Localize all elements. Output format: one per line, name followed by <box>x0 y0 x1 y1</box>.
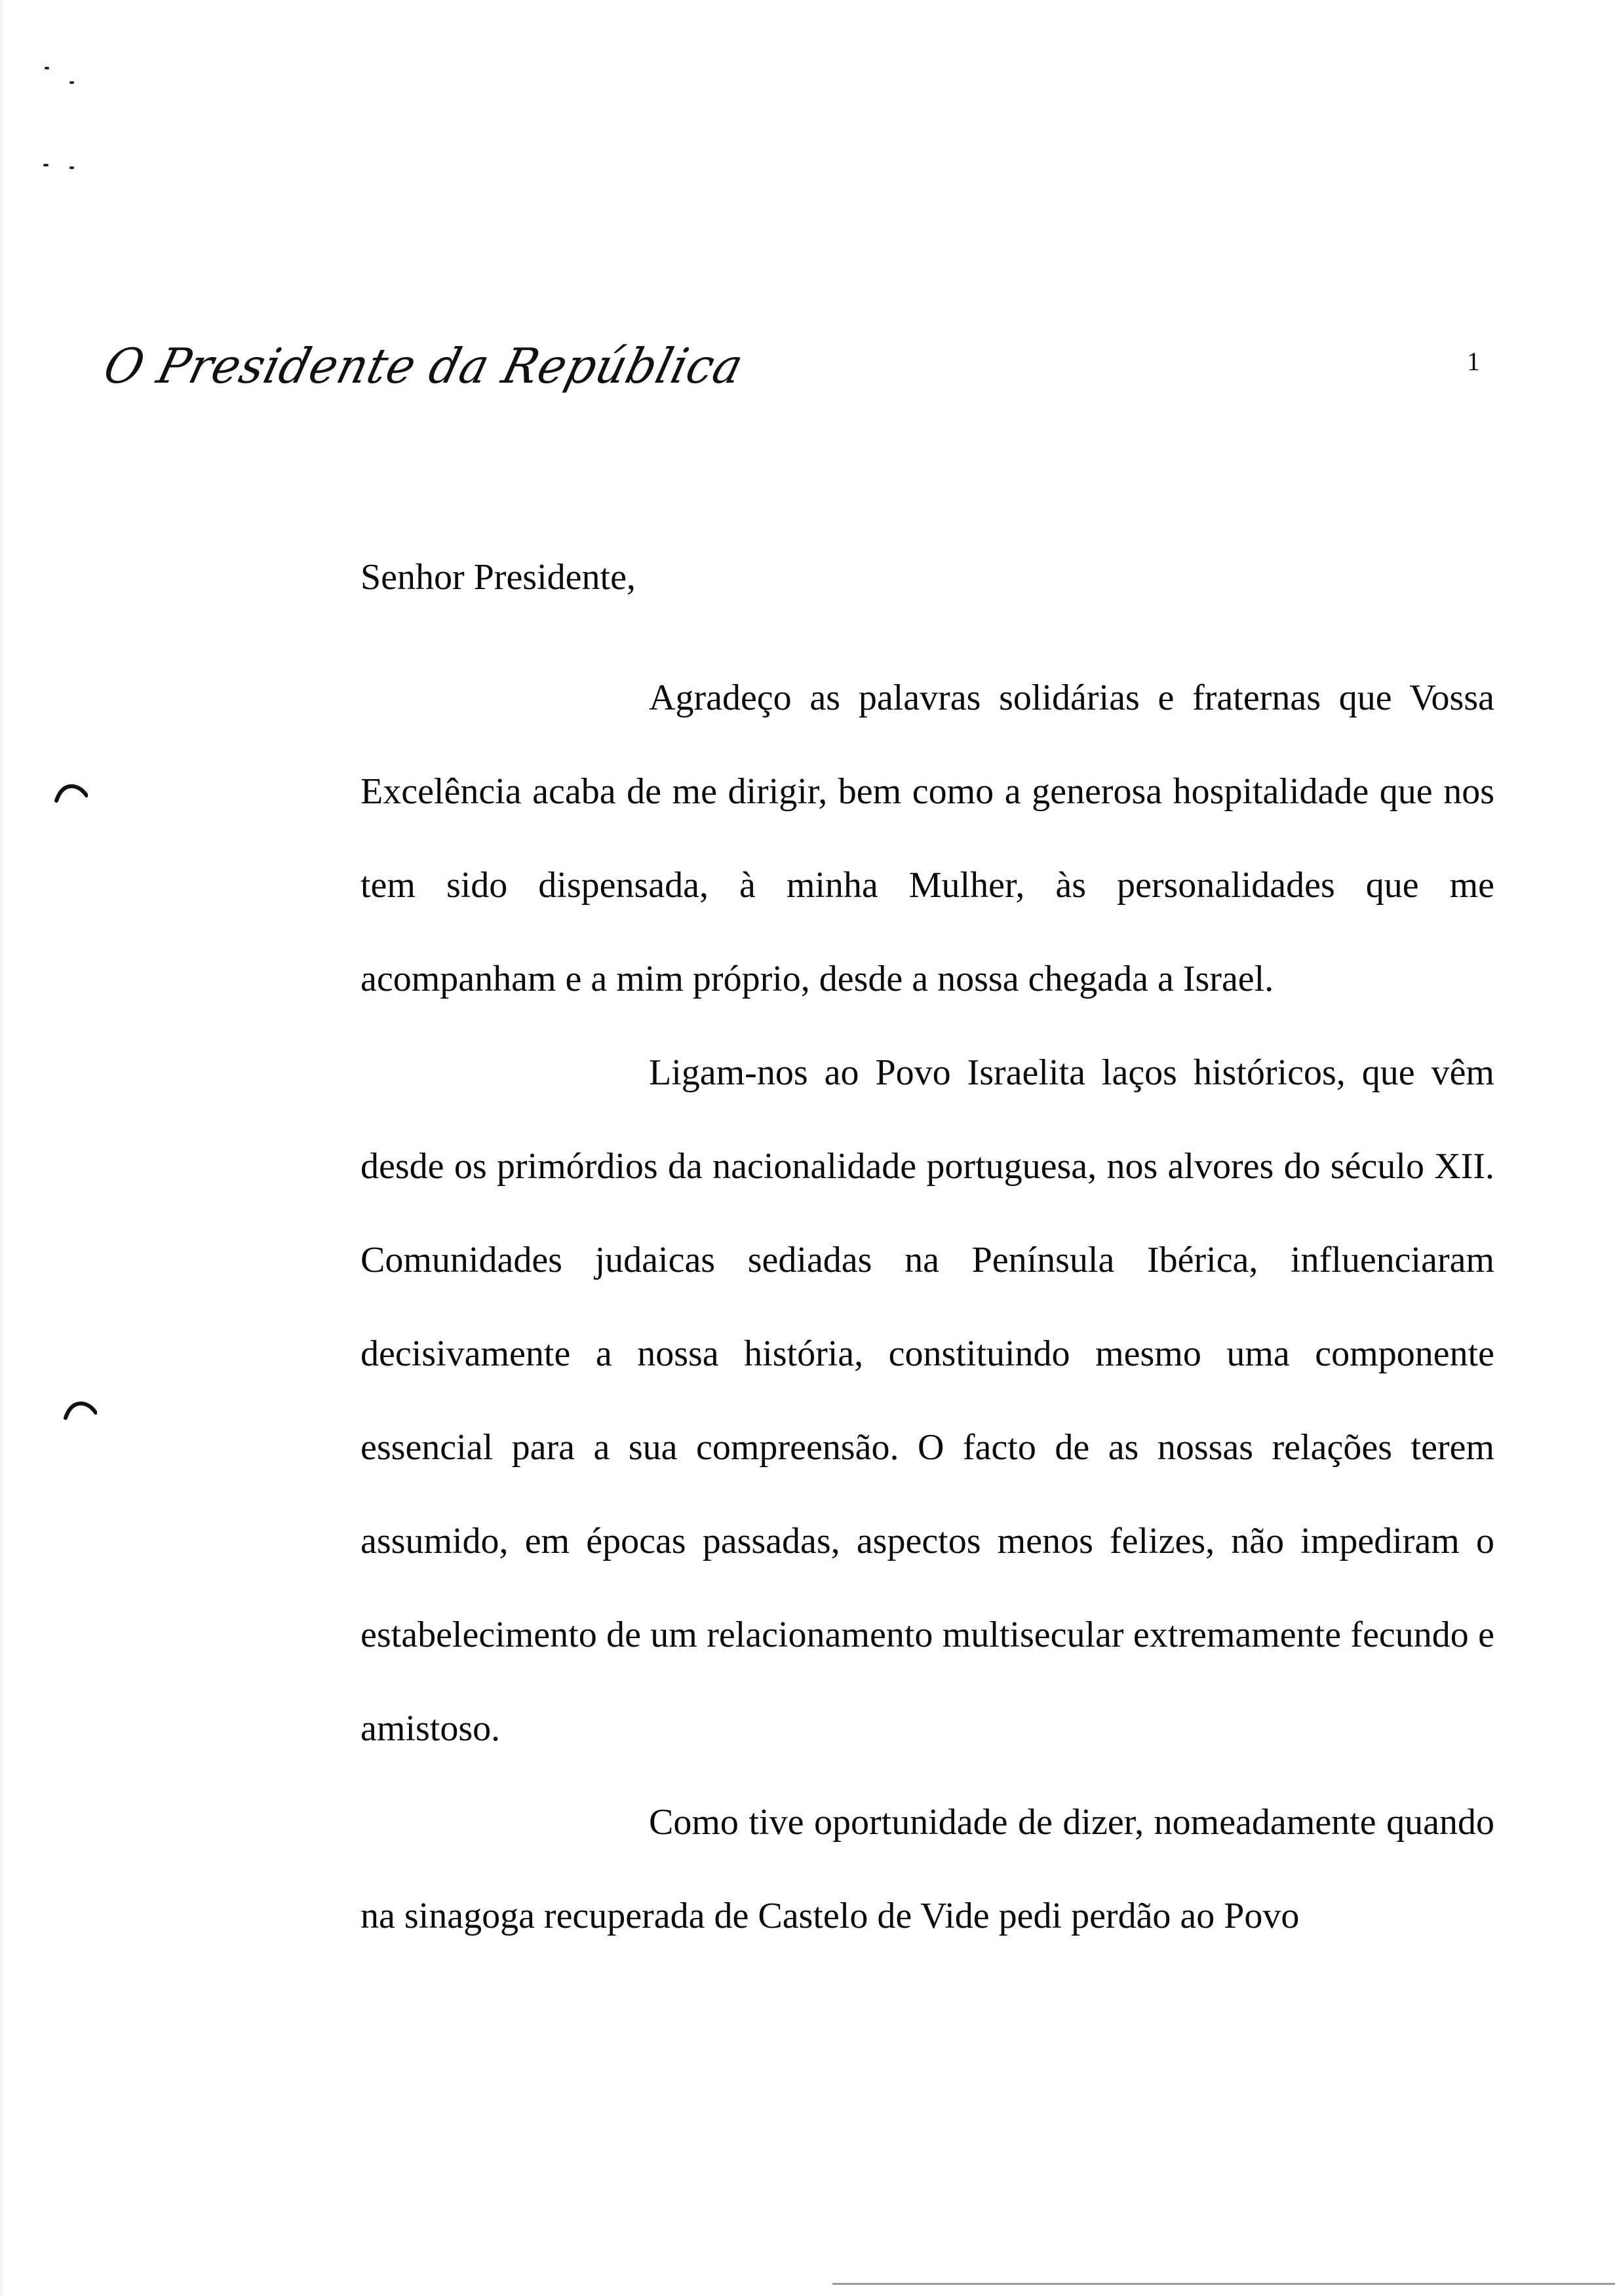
scan-speck <box>43 164 49 166</box>
paragraph: Como tive oportunidade de dizer, nomeadamente quando na sinagoga recuperada de Castelo de Vide pedi perdão ao Povo <box>360 1802 1494 1936</box>
bottom-scan-line <box>832 2283 1615 2285</box>
page-number: 1 <box>1467 347 1480 376</box>
letterhead <box>98 337 749 426</box>
paragraph: Agradeço as palavras solidárias e fraternas que Vossa Excelência acaba de me dirigir, bem como a generosa hospitalidade que nos tem sido dispensada, à minha Mulher, às personalidades que me acompanham e a mim próprio, desde a nossa chegada a Israel. <box>360 678 1494 999</box>
punch-hole-mark <box>54 780 88 806</box>
letterhead-title: O Presidente da República <box>98 337 749 394</box>
salutation: Senhor Presidente, <box>360 557 636 598</box>
scan-speck <box>69 166 74 169</box>
letter-body <box>360 557 1494 1963</box>
punch-hole-mark <box>63 1396 97 1422</box>
scan-speck <box>45 67 49 69</box>
scan-edge <box>0 0 3 2296</box>
scan-speck <box>69 81 74 84</box>
paragraph: Ligam-nos ao Povo Israelita laços históricos, que vêm desde os primórdios da nacionalidade portuguesa, nos alvores do século XII. Comunidades judaicas sediadas na Península Ibérica, influenciaram decisivamente a nossa história, constituindo mesmo uma componente essencial para a sua compreensão. O facto de as nossas relações terem assumido, em épocas passadas, aspectos menos felizes, não impediram o estabelecimento de um relacionamento multisecular extremamente fecundo e amistoso. <box>360 1052 1494 1749</box>
